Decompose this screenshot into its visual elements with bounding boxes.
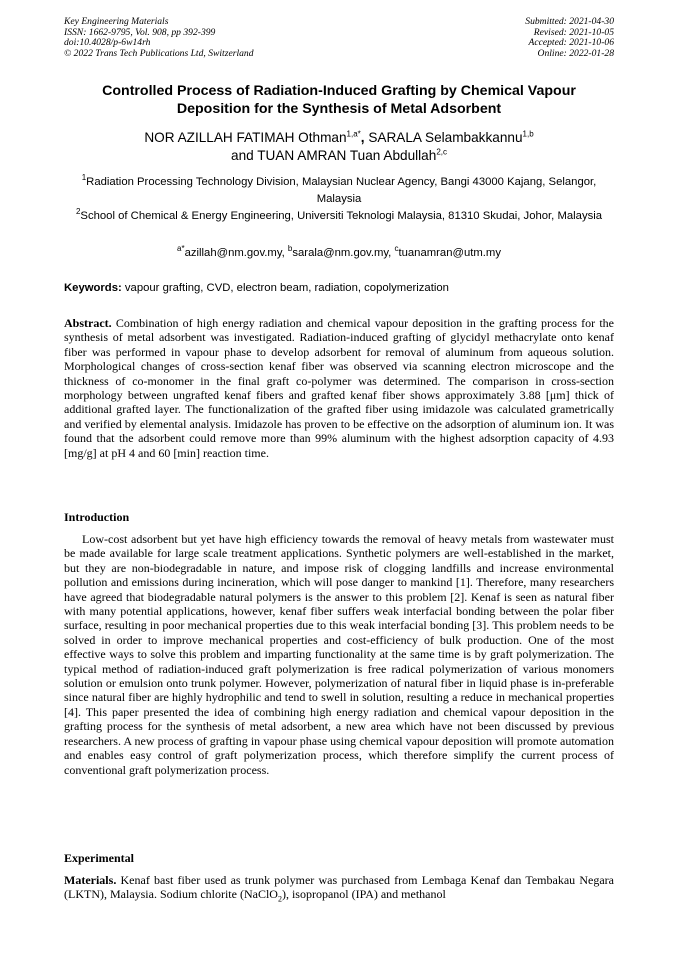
email-a: azillah@nm.gov.my,	[184, 247, 288, 259]
author-list	[64, 129, 614, 165]
materials-paragraph	[64, 873, 614, 907]
revised-date: Revised: 2021-10-05	[533, 26, 614, 38]
keywords-label: Keywords:	[64, 282, 122, 294]
materials-text-1: Kenaf bast fiber used as trunk polymer was purchased from Lembaga Kenaf dan Tembakau Negara (LKTN), Malaysia. Sodium chlorite (NaClO	[64, 873, 614, 902]
issn: ISSN: 1662-9795, Vol. 908, pp 392-399	[64, 26, 216, 38]
journal-info	[64, 17, 254, 59]
materials-subscript: 2	[277, 894, 282, 904]
introduction-paragraph: Low-cost adsorbent but yet have high efficiency towards the removal of heavy metals from wastewater must be made available for large scale treatment applications. Synthetic polymers are well-established in the market, but they are non-biodegradable in nature, and impose risk of clogging landfills and increase environmental pollution and emissions during incineration, which will pose danger to mankind [1]. Therefore, many researchers have agreed that biodegradable natural polymers is the answer to this problem [2]. Kenaf is seen as natural fiber with many potential applications, however, kenaf fiber suffers weak interfacial bonding between the polar fiber surface, resulting in poor mechanical properties due to this weak interfacial bonding [3]. This problem needs to be solved in order to improve mechanical properties and cost-efficiency of bulk production. One of the most effective ways to solve this problem and imparting functionality at the same time is by graft polymerization. The typical method of radiation-induced graft polymerization is free radical polymerization of various monomers solution or emulsion onto trunk polymer. However, polymerization of natural fiber in liquid phase is in-preferable since natural fiber are highly hydrophilic and tend to swell in solution, resulting a reduce in mechanical properties [4]. This paper presented the idea of combining high energy radiation and chemical vapour deposition in the grafting process for the synthesis of metal adsorbent, a new area which have not been discussed by previous researchers. A new process of grafting in vapour phase using chemical vapour deposition will promote automation and enables easy control of graft polymerization process, which therefore simplify the current process of conventional graft polymerization process.	[64, 532, 614, 777]
paper-title: Controlled Process of Radiation-Induced Grafting by Chemical Vapour Deposition for the Synthesis of Metal Adsorbent	[102, 83, 576, 117]
author-3-affil: 2,c	[436, 147, 447, 157]
introduction-heading: Introduction	[64, 510, 130, 524]
affiliation-1-number: 1	[81, 173, 87, 183]
affiliation-1	[64, 174, 614, 208]
accepted-date: Accepted: 2021-10-06	[528, 37, 614, 49]
affiliation-1-text: Radiation Processing Technology Division, Malaysian Nuclear Agency, Bangi 43000 Kajang, Selangor, Malaysia	[86, 176, 597, 205]
author-1: NOR AZILLAH FATIMAH Othman	[144, 130, 347, 145]
email-b: sarala@nm.gov.my,	[292, 247, 395, 259]
affiliation-2-number: 2	[75, 207, 81, 217]
affiliation-2	[64, 208, 614, 225]
keywords-text: vapour grafting, CVD, electron beam, radiation, copolymerization	[121, 282, 449, 294]
online-date: Online: 2022-01-28	[537, 47, 614, 59]
affiliation-2-text: School of Chemical & Energy Engineering, Universiti Teknologi Malaysia, 81310 Skudai, Johor, Malaysia	[80, 210, 603, 222]
materials-label: Materials.	[64, 873, 117, 887]
author-and: and	[231, 148, 258, 163]
abstract	[64, 316, 614, 460]
abstract-label: Abstract.	[64, 316, 112, 330]
author-2: SARALA Selambakkannu	[368, 130, 523, 145]
author-1-affil: 1,a*	[346, 129, 361, 139]
experimental-heading: Experimental	[64, 851, 134, 865]
journal-name: Key Engineering Materials	[64, 16, 169, 27]
author-2-affil: 1,b	[522, 129, 534, 139]
doi: doi:10.4028/p-6w14rh	[64, 37, 151, 49]
author-3: TUAN AMRAN Tuan Abdullah	[257, 148, 437, 163]
author-emails	[64, 245, 614, 262]
email-a-marker: a*	[177, 244, 185, 254]
email-b-marker: b	[287, 244, 293, 254]
email-c: tuanamran@utm.my	[398, 247, 501, 259]
submitted-date: Submitted: 2021-04-30	[525, 16, 614, 27]
abstract-text: Combination of high energy radiation and chemical vapour deposition in the grafting process for the synthesis of metal adsorbent was investigated. Radiation-induced grafting of glycidyl methacrylate onto kenaf fiber was performed in vapour phase to develop adsorbent for removal of aluminum from aqueous solution. Morphological changes of cross-section kenaf fiber was observed via scanning electron microscope and the thickness of co-monomer in the final graft co-polymer was determined. The comparison in cross-section morphology between ungrafted kenaf fibers and grafted kenaf fiber shows approximately 3.88 [μm] thick of additional grafted layer. The functionalization of the grafted fiber using imidazole was calculated grametrically and verified by elemental analysis. Imidazole has proven to be effective on the adsorption of aluminum ion. It was found that the adsorbent could remove more than 99% aluminum with the highest adsorption capacity of 4.93 [mg/g] at pH 4 and 60 [min] reaction time.	[64, 316, 614, 460]
author-separator: ,	[360, 130, 369, 145]
keywords	[64, 280, 614, 297]
publication-dates	[525, 17, 614, 59]
copyright: © 2022 Trans Tech Publications Ltd, Switzerland	[64, 47, 254, 59]
materials-text-2: ), isopropanol (IPA) and methanol	[281, 887, 446, 902]
email-c-marker: c	[394, 244, 399, 254]
